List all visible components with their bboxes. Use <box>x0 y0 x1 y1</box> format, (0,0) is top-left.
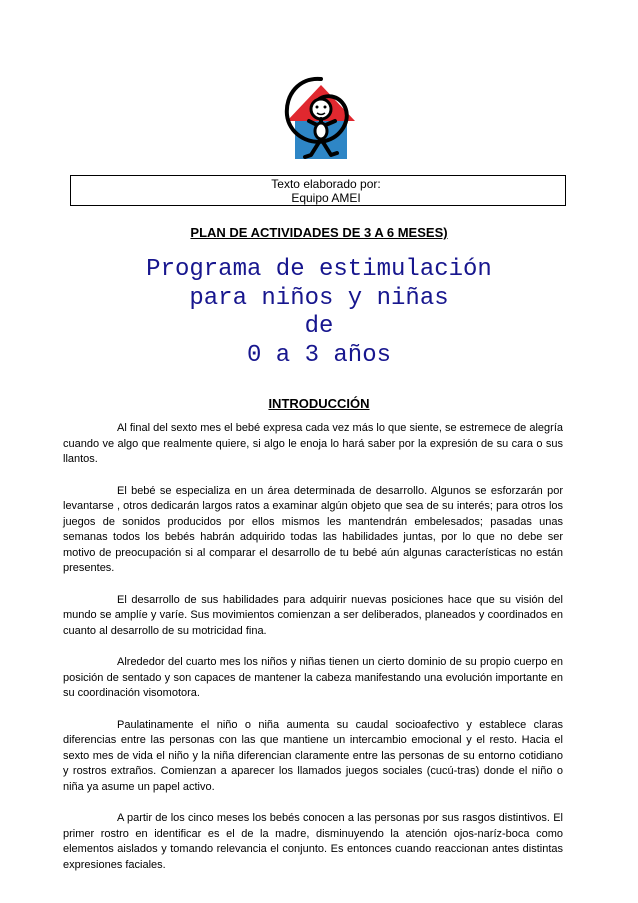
paragraph: Paulatinamente el niño o niña aumenta su caudal socioafectivo y establece claras diferencias entre las personas con las que mantiene un intercambio emocional y el resto. Hacia el sexto mes de vida el niño y la niña diferencian claramente entre las personas de su entorno cotidiano y rostros extraños. Comienzan a aparecer los llamados juegos sociales (cucú-tras) donde el niño o niña ya asume un papel activo. <box>63 718 563 793</box>
amei-logo <box>281 75 361 169</box>
paragraph: A partir de los cinco meses los bebés conocen a las personas por sus rasgos distintivos. El primer rostro en identificar es el de la madre, disminuyendo la atención ojos-naríz-boca como elementos aislados y tomando relevancia el conjunto. Es entonces cuando reaccionan antes distintas expresiones faciales. <box>63 812 563 871</box>
program-title-line-4: 0 a 3 años <box>246 341 392 369</box>
intro-heading: INTRODUCCIÓN <box>268 396 370 411</box>
program-title-line-3: de <box>304 313 334 340</box>
credit-box <box>70 175 566 206</box>
program-title-line-1: Programa de estimulación <box>146 256 492 283</box>
logo-torso <box>315 123 327 139</box>
paragraph: El bebé se especializa en un área determinada de desarrollo. Algunos se esforzarán por levantarse , otros dedicarán largos ratos a examinar algún objeto que sea de su interés; para otros los juegos de sonidos producidos por ellos mismos les mantendrán embelesados; pasadas unas semanas todos los bebés habrán adquirido todas las habilidades juntas, por lo que no debe ser motivo de preocupación si al comparar el desarrollo de tu bebé aún algunas características no están presentes. <box>63 484 563 574</box>
paragraph: Al final del sexto mes el bebé expresa cada vez más lo que siente, se estremece de alegría cuando ve algo que realmente quiere, si algo le enoja lo hará saber por la expresión de su cara o sus llantos. <box>63 422 563 465</box>
paragraph: El desarrollo de sus habilidades para adquirir nuevas posiciones hace que su visión del mundo se amplíe y varíe. Sus movimientos comienzan a ser deliberados, planeados y coordinados en cuanto al desarrollo de su motricidad fina. <box>63 593 563 637</box>
plan-title: PLAN DE ACTIVIDADES DE 3 A 6 MESES) <box>190 225 448 240</box>
logo-head <box>311 99 331 119</box>
credit-line-2: Equipo AMEI <box>291 191 361 205</box>
credit-line-1: Texto elaborado por: <box>271 177 381 191</box>
logo-eye-right <box>324 106 327 109</box>
program-title-line-2: para niños y niñas <box>189 284 449 312</box>
paragraph: Alrededor del cuarto mes los niños y niñas tienen un cierto dominio de su propio cuerpo en posición de sentado y son capaces de mantener la cabeza manifestando una evolución importante en su coordinación visomotora. <box>63 656 563 699</box>
program-title <box>0 256 638 370</box>
logo-eye-left <box>316 106 319 109</box>
body-text <box>63 421 563 889</box>
